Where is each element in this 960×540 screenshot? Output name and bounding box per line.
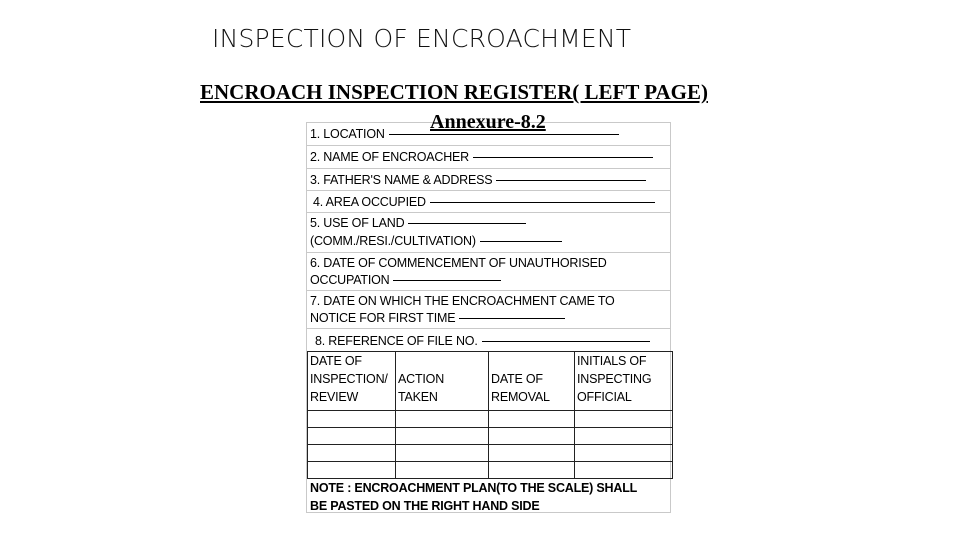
field-area-occupied [307, 191, 670, 213]
table-row [308, 427, 673, 444]
field-label: 5. USE OF LAND [310, 216, 405, 230]
field-date-notice [307, 291, 670, 329]
fill-line [393, 280, 501, 281]
table-cell [489, 461, 575, 478]
table-row [308, 444, 673, 461]
field-label: 8. REFERENCE OF FILE NO. [315, 334, 478, 348]
table-cell [308, 444, 396, 461]
field-label: 1. LOCATION [310, 127, 385, 141]
fill-line [459, 318, 565, 319]
field-label-cont: (COMM./RESI./CULTIVATION) [310, 234, 476, 248]
table-cell [575, 410, 673, 427]
table-row [308, 410, 673, 427]
field-encroacher-name [307, 146, 670, 169]
table-cell [396, 410, 489, 427]
col-header-action-taken: ACTION TAKEN [396, 352, 489, 411]
fill-line [482, 341, 650, 342]
table-cell [396, 461, 489, 478]
table-header-row [308, 352, 673, 411]
table-cell [489, 410, 575, 427]
field-label: 3. FATHER'S NAME & ADDRESS [310, 173, 493, 187]
table-cell [308, 410, 396, 427]
fill-line [496, 180, 646, 181]
field-date-commencement [307, 253, 670, 291]
table-row [308, 461, 673, 478]
field-use-of-land [307, 213, 670, 253]
table-cell [575, 444, 673, 461]
field-label: 4. AREA OCCUPIED [313, 195, 426, 209]
field-father-name-address [307, 169, 670, 191]
col-header-inspection-date: DATE OF INSPECTION/ REVIEW [308, 352, 396, 411]
fill-line [473, 157, 653, 158]
inspection-register-form [306, 122, 671, 513]
fill-line [408, 223, 526, 224]
field-label: 2. NAME OF ENCROACHER [310, 150, 470, 164]
field-label-cont: NOTICE FOR FIRST TIME [310, 311, 456, 325]
note-text: NOTE : ENCROACHMENT PLAN(TO THE SCALE) SHALL BE PASTED ON THE RIGHT HAND SIDE [310, 481, 638, 513]
register-heading: ENCROACH INSPECTION REGISTER( LEFT PAGE) [200, 80, 708, 104]
table-cell [396, 427, 489, 444]
table-cell [396, 444, 489, 461]
table-cell [489, 427, 575, 444]
field-label: 7. DATE ON WHICH THE ENCROACHMENT CAME TO [310, 294, 615, 308]
field-label: 6. DATE OF COMMENCEMENT OF UNAUTHORISED [310, 256, 607, 270]
inspection-log-table [307, 351, 673, 479]
slide-title: INSPECTION OF ENCROACHMENT [212, 24, 632, 53]
col-header-date-removal: DATE OF REMOVAL [489, 352, 575, 411]
col-header-initials: INITIALS OF INSPECTING OFFICIAL [575, 352, 673, 411]
fill-line [389, 134, 619, 135]
field-label-cont: OCCUPATION [310, 273, 390, 287]
table-cell [575, 427, 673, 444]
table-cell [489, 444, 575, 461]
field-file-reference [307, 329, 670, 351]
table-cell [575, 461, 673, 478]
fill-line [480, 241, 562, 242]
fill-line [430, 202, 655, 203]
annexure-label: Annexure-8.2 [430, 111, 546, 133]
table-cell [308, 427, 396, 444]
table-cell [308, 461, 396, 478]
